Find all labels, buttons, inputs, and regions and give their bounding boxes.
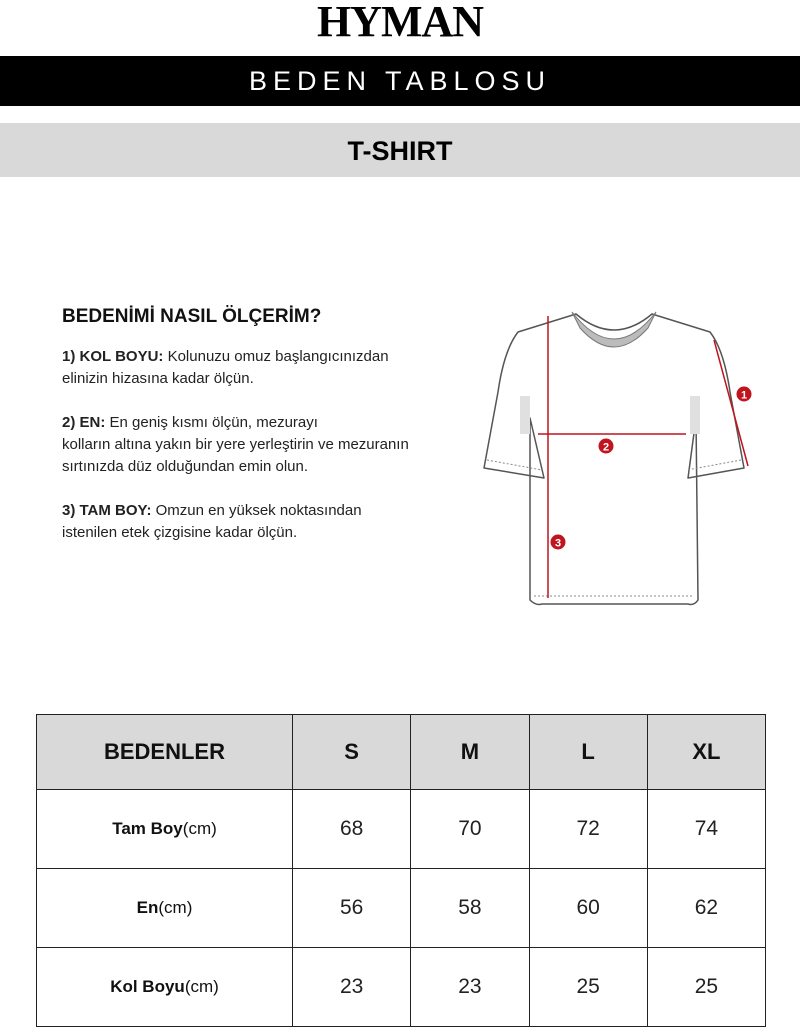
- size-header-cell: L: [529, 715, 647, 790]
- instruction-text: elinizin hizasına kadar ölçün.: [62, 370, 254, 387]
- table-cell: 70: [411, 790, 529, 869]
- row-label: Kol Boyu(cm): [37, 948, 293, 1027]
- svg-text:2: 2: [602, 441, 610, 454]
- instruction-label: 1) KOL BOYU:: [62, 348, 164, 365]
- table-row: [37, 948, 766, 1027]
- instruction-text: Kolunuzu omuz başlangıcınızdan: [167, 348, 389, 365]
- brand-logo: HYMAN: [316, 0, 484, 46]
- instruction-text: En geniş kısmı ölçün, mezurayı: [109, 414, 318, 431]
- svg-text:1: 1: [740, 389, 748, 402]
- table-cell: 23: [293, 948, 411, 1027]
- marker-2-icon: [599, 439, 614, 454]
- product-type-banner: T-SHIRT: [0, 123, 800, 177]
- size-header-label: BEDENLER: [37, 715, 293, 790]
- armpit-shadow: [690, 396, 700, 434]
- table-cell: 25: [647, 948, 765, 1027]
- table-cell: 25: [529, 948, 647, 1027]
- table-cell: 60: [529, 869, 647, 948]
- instruction-sleeve-length: [62, 346, 482, 390]
- table-cell: 74: [647, 790, 765, 869]
- svg-text:3: 3: [554, 537, 562, 550]
- size-table: [36, 714, 766, 1027]
- instruction-full-length: [62, 500, 482, 544]
- table-cell: 56: [293, 869, 411, 948]
- marker-3-icon: [551, 535, 566, 550]
- table-cell: 72: [529, 790, 647, 869]
- measurement-instructions: [62, 306, 482, 566]
- size-chart-banner: BEDEN TABLOSU: [0, 56, 800, 106]
- instructions-heading: BEDENİMİ NASIL ÖLÇERİM?: [62, 306, 322, 327]
- instruction-label: 3) TAM BOY:: [62, 502, 152, 519]
- table-row: [37, 790, 766, 869]
- instruction-label: 2) EN:: [62, 414, 106, 431]
- instruction-text: kolların altına yakın bir yere yerleştirin ve mezuranın: [62, 436, 409, 453]
- row-label: Tam Boy(cm): [37, 790, 293, 869]
- table-cell: 23: [411, 948, 529, 1027]
- instruction-text: Omzun en yüksek noktasından: [155, 502, 362, 519]
- table-row: [37, 869, 766, 948]
- tshirt-outline: [484, 314, 744, 605]
- instruction-text: istenilen etek çizgisine kadar ölçün.: [62, 524, 298, 541]
- instruction-width: [62, 412, 482, 478]
- size-header-cell: M: [411, 715, 529, 790]
- armpit-shadow: [520, 396, 530, 434]
- instruction-text: sırtınızda düz olduğundan emin olun.: [62, 458, 308, 475]
- table-cell: 68: [293, 790, 411, 869]
- tshirt-measurement-diagram: [478, 300, 778, 620]
- table-cell: 62: [647, 869, 765, 948]
- table-header-row: [37, 715, 766, 790]
- size-header-cell: XL: [647, 715, 765, 790]
- row-label: En(cm): [37, 869, 293, 948]
- size-header-cell: S: [293, 715, 411, 790]
- marker-1-icon: [737, 387, 752, 402]
- table-cell: 58: [411, 869, 529, 948]
